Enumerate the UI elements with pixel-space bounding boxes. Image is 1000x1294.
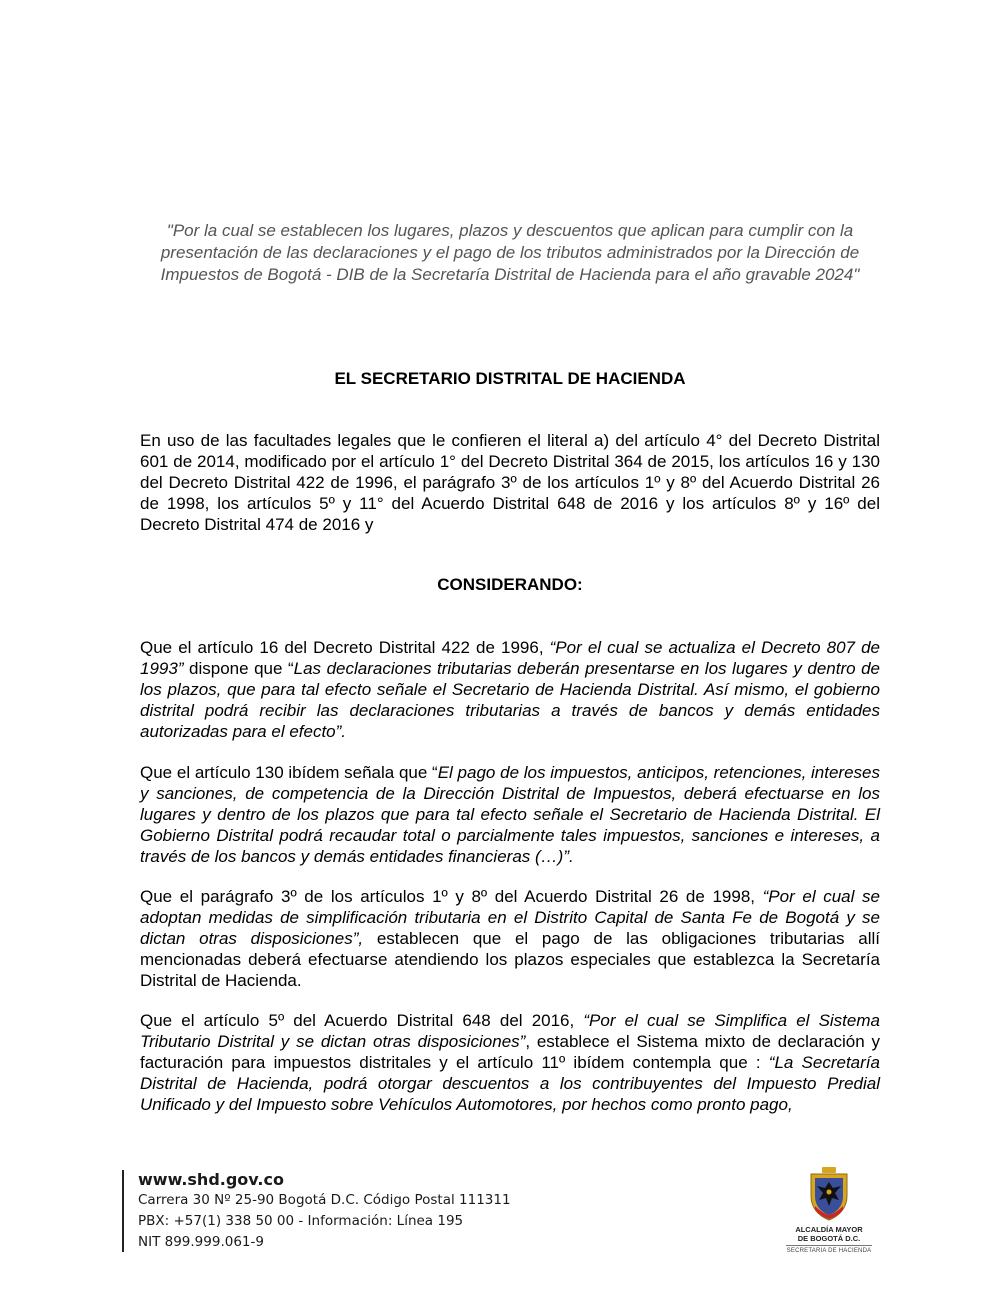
seal-line-3: SECRETARIA DE HACIENDA — [786, 1245, 872, 1255]
p3-agreement-title: “Por el cual se adoptan medidas de simplificación tributaria en el Distrito Capital de Santa Fe de Bogotá y se dictan otras disposiciones”, — [140, 887, 880, 948]
considerando-paragraph-1 — [140, 637, 880, 742]
bogota-coat-of-arms-icon — [805, 1166, 853, 1222]
considerando-heading: CONSIDERANDO: — [437, 575, 583, 594]
p4-text-c: , establece el Sistema mixto de declaración y facturación para impuestos distritales y el artículo 11º ibídem contempla que : — [140, 1032, 880, 1072]
resolution-subtitle: "Por la cual se establecen los lugares, plazos y descuentos que aplican para cumplir con la presentación de las declaraciones y el pago de los tributos administrados por la Dirección de Impuestos de Bogotá - DIB de la Secretaría Distrital de Hacienda para el año gravable 2024" — [160, 221, 860, 284]
intro-paragraph: En uso de las facultades legales que le confieren el literal a) del artículo 4° del Decreto Distrital 601 de 2014, modificado por el artículo 1° del Decreto Distrital 364 de 2015, los artículos 16 y 130 del Decreto Distrital 422 de 1996, el parágrafo 3º de los artículos 1º y 8º del Acuerdo Distrital 26 de 1998, los artículos 5º y 11° del Acuerdo Distrital 648 de 2016 y los artículos 8º y 16º del Decreto Distrital 474 de 2016 y — [140, 431, 880, 534]
considerando-paragraph-4 — [140, 1010, 880, 1115]
alcaldia-seal — [786, 1166, 872, 1255]
considerando-paragraph-2 — [140, 762, 880, 867]
p4-quote: “La Secretaría Distrital de Hacienda, podrá otorgar descuentos a los contribuyentes del Impuesto Predial Unificado y del Impuesto sobre Vehículos Automotores, por hechos como pronto pago, — [140, 1053, 880, 1114]
p1-text-c: dispone que “ — [183, 659, 294, 678]
website-link[interactable]: www.shd.gov.co — [138, 1170, 284, 1189]
seal-line-2: DE BOGOTÁ D.C. — [797, 1234, 861, 1243]
nit-text: NIT 899.999.061-9 — [138, 1234, 264, 1250]
considerando-paragraph-3 — [140, 886, 880, 991]
p2-quote: El pago de los impuestos, anticipos, retenciones, intereses y sanciones, de competencia de la Dirección Distrital de Impuestos, deberá efectuarse en los lugares y dentro de los plazos que para tal efecto señale el Secretario de Hacienda Distrital. El Gobierno Distrital podrá recaudar total o parcialmente tales impuestos, sanciones e intereses, a través de los bancos y demás entidades financieras (…)”. — [140, 763, 880, 866]
p1-decree-title: “Por el cual se actualiza el Decreto 807 de 1993” — [140, 638, 880, 678]
footer-contact — [122, 1170, 511, 1252]
p4-agreement-title: “Por el cual se Simplifica el Sistema Tributario Distrital y se dictan otras disposiciones” — [140, 1011, 880, 1051]
p4-text-a: Que el artículo 5º del Acuerdo Distrital 648 del 2016, — [140, 1011, 584, 1030]
authority-heading: EL SECRETARIO DISTRITAL DE HACIENDA — [334, 369, 686, 388]
p2-text-a: Que el artículo 130 ibídem señala que “ — [140, 763, 438, 782]
p3-text-c: establecen que el pago de las obligaciones tributarias allí mencionadas deberá efectuarse atendiendo los plazos especiales que establezca la Secretaría Distrital de Hacienda. — [140, 929, 881, 990]
phone-text: PBX: +57(1) 338 50 00 - Información: Línea 195 — [138, 1213, 464, 1229]
address-text: Carrera 30 Nº 25-90 Bogotá D.C. Código Postal 111311 — [138, 1192, 511, 1208]
p1-quote: Las declaraciones tributarias deberán presentarse en los lugares y dentro de los plazos, que para tal efecto señale el Secretario de Hacienda Distrital. Así mismo, el gobierno distrital podrá recibir las declaraciones tributarias a través de bancos y demás entidades autorizadas para el efecto”. — [140, 659, 880, 741]
seal-line-1: ALCALDÍA MAYOR — [795, 1225, 863, 1234]
p3-text-a: Que el parágrafo 3º de los artículos 1º y 8º del Acuerdo Distrital 26 de 1998, — [140, 887, 763, 906]
p1-text-a: Que el artículo 16 del Decreto Distrital 422 de 1996, — [140, 638, 550, 657]
